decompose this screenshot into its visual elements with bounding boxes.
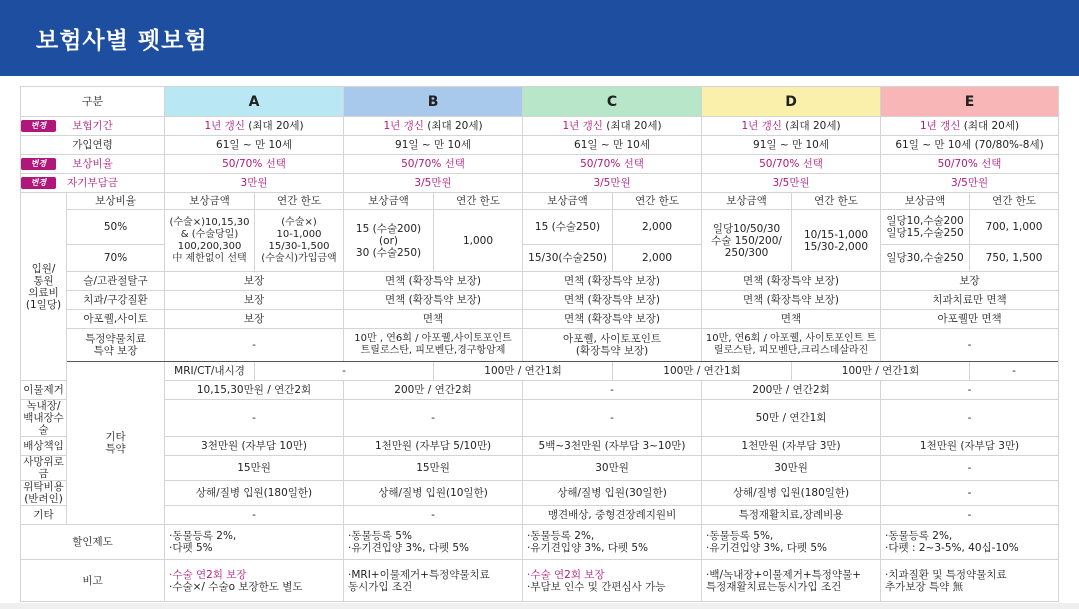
cell-a-limit: (수술×) 10-1,000 15/30-1,500 (수술시)가입금액 [255,210,344,272]
table-row-deductible [21,174,1059,193]
page-header [0,0,1079,76]
cell-d-limit: 10/15-1,000 15/30-2,000 [792,210,881,272]
page-title: 보험사별 펫보험 [36,28,208,54]
amt-label: 보상금액 [702,193,792,210]
cell: - [881,456,1059,481]
table-row-liability [21,437,1059,456]
cell: 10만, 연6회 / 아포퀠, 사이토포인트 트 릴로스탄, 피모벤단,크리스데살라진 [702,329,881,362]
cell: 면책 (확장특약 보장) [523,310,702,329]
cell: 면책 (확장특약 보장) [523,272,702,291]
cell: ·치과질환 및 특정약물치료 추가보장 특약 無 [881,560,1059,602]
cell: 1천만원 (자부담 3만) [702,437,881,456]
medical-group-label: 입원/ 통원 의료비 (1일당) [21,193,67,381]
cell: - [523,381,702,400]
cell: 아포퀠, 사이토포인트 (확장특약 보장) [523,329,702,362]
cell-e-limit: 750, 1,500 [970,245,1059,272]
cell: - [165,400,344,437]
cell: 면책 (확장특약 보장) [702,291,881,310]
cell: 61일 ~ 만 10세 [523,136,702,155]
cell: 1년 갱신 (최대 20세) [702,117,881,136]
cell: - [165,329,344,362]
cell: 보장 [165,291,344,310]
cell: 61일 ~ 만 10세 (70/80%-8세) [881,136,1059,155]
cell: 1천만원 (자부담 5/10만) [344,437,523,456]
amt-label: 보상금액 [881,193,970,210]
table-row-hotel [21,481,1059,506]
row-label: 이물제거 [21,381,67,400]
cell: 1년 갱신 (최대 20세) [523,117,702,136]
cell: 100만 / 연간1회 [613,362,792,381]
cell: ·동물등록 2%, ·유기견입양 3%, 다펫 5% [523,525,702,560]
cell-a-amount: (수술×)10,15,30 & (수술당일) 100,200,300 中 제한없이 선택 [165,210,255,272]
row-label-discount: 할인제도 [21,525,165,560]
row-label-70: 70% [67,245,165,272]
limit-label: 연간 한도 [434,193,523,210]
company-d-header: D [702,87,881,117]
cell: 1년 갱신 (최대 20세) [881,117,1059,136]
cell: 3/5만원 [523,174,702,193]
amt-label: 보상금액 [523,193,613,210]
changed-badge: 변경 [21,177,56,189]
cell: ·수술 연2회 보장 ·부담보 인수 및 간편심사 가능 [523,560,702,602]
cell-d-amount: 일당10/50/30 수술 150/200/ 250/300 [702,210,792,272]
cell: - [881,481,1059,506]
row-label: 위탁비용(반려인) [21,481,67,506]
cell: - [881,329,1059,362]
amt-label: 보상금액 [165,193,255,210]
cell-e-amount: 일당10,수술200 일당15,수술250 [881,210,970,245]
cell: - [344,400,523,437]
table-row-foreign-body [21,381,1059,400]
cell: 200만 / 연간2회 [702,381,881,400]
cell: 15만원 [165,456,344,481]
cell-c-limit: 2,000 [613,245,702,272]
other-group-label: 기타 특약 [67,362,165,525]
row-label-period: 변경 보험기간 [21,117,165,136]
row-label-50: 50% [67,210,165,245]
table-row-special-drug [21,329,1059,362]
limit-label: 연간 한도 [613,193,702,210]
cell: 91일 ~ 만 10세 [344,136,523,155]
bottom-strip [0,603,1079,609]
cell: - [881,381,1059,400]
cell: 50/70% 선택 [344,155,523,174]
table-row-50 [21,210,1059,245]
cell: 아포퀠만 면책 [881,310,1059,329]
cell-b-amount: 15 (수술200) (or) 30 (수술250) [344,210,434,272]
table-row-note [21,560,1059,602]
table-row-etc [21,506,1059,525]
cell: 상해/질병 입원(10일한) [344,481,523,506]
cell: ·MRI+이물제거+특정약물치료 동시가입 조건 [344,560,523,602]
table-row-mri [21,362,1059,381]
row-label: 녹내장/백내장수술 [21,400,67,437]
row-label: 사망위로금 [21,456,67,481]
cell: ·동물등록 2%, ·다펫 : 2~3-5%, 40십-10% [881,525,1059,560]
table-row-dental [21,291,1059,310]
company-c-header: C [523,87,702,117]
table-row-subheader [21,193,1059,210]
cell: 50/70% 선택 [165,155,344,174]
cell: - [970,362,1059,381]
cell: 15만원 [344,456,523,481]
table-row-period [21,117,1059,136]
cell: 61일 ~ 만 10세 [165,136,344,155]
cell: 30만원 [702,456,881,481]
cell: 91일 ~ 만 10세 [702,136,881,155]
table-header-row [21,87,1059,117]
table-row-ratio [21,155,1059,174]
cell: - [523,400,702,437]
table-row-funeral [21,456,1059,481]
cell: 면책 [702,310,881,329]
table-row-apoquel [21,310,1059,329]
table-row-discount [21,525,1059,560]
cell: 보장 [881,272,1059,291]
row-label-age: 가입연령 [21,136,165,155]
cell: 100만 / 연간1회 [434,362,613,381]
cell: 보장 [165,310,344,329]
cell-e-limit: 700, 1,000 [970,210,1059,245]
cell: 상해/질병 입원(30일한) [523,481,702,506]
cell: 30만원 [523,456,702,481]
cell: ·동물등록 5% ·유기견입양 3%, 다펫 5% [344,525,523,560]
cell: - [255,362,434,381]
limit-label: 연간 한도 [255,193,344,210]
row-label: 기타 [21,506,67,525]
cell: - [881,400,1059,437]
cell: 3/5만원 [344,174,523,193]
cell: 보장 [165,272,344,291]
cell-e-amount: 일당30,수술250 [881,245,970,272]
cell-c-amount: 15 (수술250) [523,210,613,245]
cell: 200만 / 연간2회 [344,381,523,400]
cell: 50만 / 연간1회 [702,400,881,437]
cell: ·동물등록 5%, ·유기견입양 3%, 다펫 5% [702,525,881,560]
cell-c-amount: 15/30(수술250) [523,245,613,272]
cell: - [165,506,344,525]
cell: - [344,506,523,525]
company-b-header: B [344,87,523,117]
cell: 3/5만원 [702,174,881,193]
cell: 상해/질병 입원(180일한) [702,481,881,506]
cell: ·동물등록 2%, ·다펫 5% [165,525,344,560]
cell: 특정재활치료,장례비용 [702,506,881,525]
cell: ·수술 연2회 보장 ·수술×/ 수술o 보장한도 별도 [165,560,344,602]
cell: 1년 갱신 (최대 20세) [165,117,344,136]
cell: 치과치료만 면책 [881,291,1059,310]
limit-label: 연간 한도 [792,193,881,210]
cell-c-limit: 2,000 [613,210,702,245]
cell: 3만원 [165,174,344,193]
row-label-deductible: 변경 자기부담금 [21,174,165,193]
row-label: 슬/고관절탈구 [67,272,165,291]
sub-label: 보상비율 [67,193,165,210]
row-label: MRI/CT/내시경 [165,362,255,381]
changed-badge: 변경 [21,158,56,170]
cell: ·백/녹내장+이물제거+특정약물+ 특정재활치료는동시가입 조건 [702,560,881,602]
table-row-patella [21,272,1059,291]
cell: 50/70% 선택 [702,155,881,174]
table-row-age [21,136,1059,155]
row-label: 치과/구강질환 [67,291,165,310]
cell: 상해/질병 입원(180일한) [165,481,344,506]
row-label: 아포퀠,사이토 [67,310,165,329]
cell: 면책 (확장특약 보장) [344,291,523,310]
cell: 1천만원 (자부담 3만) [881,437,1059,456]
limit-label: 연간 한도 [970,193,1059,210]
cell-b-limit: 1,000 [434,210,523,272]
cell: 면책 (확장특약 보장) [344,272,523,291]
gubun-header: 구분 [21,87,165,117]
amt-label: 보상금액 [344,193,434,210]
cell: 면책 [344,310,523,329]
cell: 3/5만원 [881,174,1059,193]
changed-badge: 변경 [21,120,56,132]
cell: 100만 / 연간1회 [792,362,970,381]
cell: 면책 (확장특약 보장) [523,291,702,310]
cell: 10만 , 연6회 / 아포퀠,사이토포인트 트릴로스탄, 피모벤단,경구항암제 [344,329,523,362]
cell: 3천만원 (자부담 10만) [165,437,344,456]
row-label: 특정약물치료 특약 보장 [67,329,165,362]
cell: 50/70% 선택 [523,155,702,174]
cell: 10,15,30만원 / 연간2회 [165,381,344,400]
row-label: 배상책임 [21,437,67,456]
company-a-header: A [165,87,344,117]
cell: 5백~3천만원 (자부담 3~10만) [523,437,702,456]
cell: 1년 갱신 (최대 20세) [344,117,523,136]
cell: 맹견배상, 중형견장례지원비 [523,506,702,525]
comparison-table [20,86,1059,602]
table-row-cataract [21,400,1059,437]
cell: 50/70% 선택 [881,155,1059,174]
cell: 면책 (확장특약 보장) [702,272,881,291]
company-e-header: E [881,87,1059,117]
row-label-ratio: 변경 보상비율 [21,155,165,174]
row-label-note: 비고 [21,560,165,602]
cell: - [881,506,1059,525]
